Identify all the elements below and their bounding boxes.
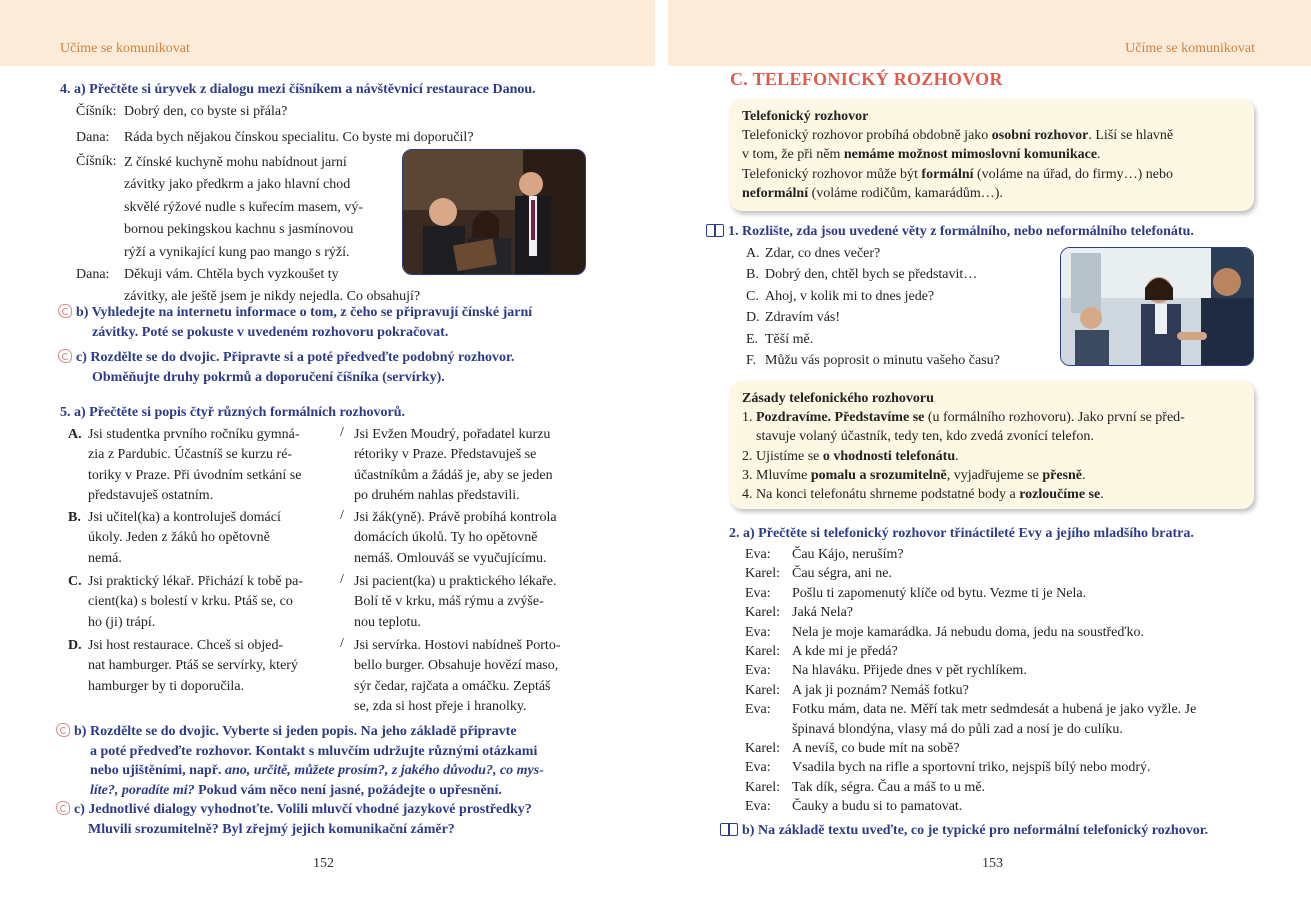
text: . <box>1082 467 1086 483</box>
task-text: Rozlište, zda jsou uvedené věty z formálního, nebo neformálního telefonátu. <box>742 224 1194 239</box>
role-letter: B. <box>68 510 81 525</box>
info-box-telephone <box>730 99 1254 211</box>
utterance: Vsadila bych na rifle a sportovní triko, nejspíš bílý nebo modrý. <box>792 760 1151 776</box>
utterance-line: závitky, ale ještě jsem je nikdy nejedla. Co obsahují? <box>124 289 421 305</box>
role-line: Jsi Evžen Moudrý, pořadatel kurzu <box>354 427 551 442</box>
speaker: Karel: <box>745 741 780 757</box>
speaker: Eva: <box>745 799 771 815</box>
running-title: Učíme se komunikovat <box>1125 41 1255 56</box>
role-left <box>88 636 332 697</box>
page-number: 153 <box>982 856 1003 871</box>
role-line: po druhém nahlas představili. <box>354 487 520 503</box>
task-4c <box>58 348 598 387</box>
role-line: nemáš. Omlouváš se vyučujícímu. <box>354 550 547 566</box>
task-text: Rozdělte se do dvojic. Připravte si a poté předveďte podobný rozhovor. <box>90 350 515 365</box>
dialog-line <box>745 545 1260 564</box>
dialog-siblings <box>745 545 1260 817</box>
speaker: Eva: <box>745 702 771 718</box>
speaker: Eva: <box>745 547 771 562</box>
utterance: Pošlu ti zapomenutý klíče od bytu. Vezme ti je Nela. <box>792 585 1087 601</box>
slash-separator: / <box>340 572 344 587</box>
dialog-line <box>745 642 1260 661</box>
example-phrases: líte?, poradíte mi? <box>90 782 195 798</box>
sentence-item <box>746 286 1046 307</box>
utterance-line: rýží a vynikající kung pao mango s rýží. <box>124 244 350 260</box>
role-right <box>354 572 587 633</box>
restaurant-photo <box>402 149 586 275</box>
rule-4 <box>742 485 1242 504</box>
role-left <box>88 572 332 633</box>
role-line: cient(ka) s bolestí v krku. Ptáš se, co <box>88 594 293 610</box>
speaker: Karel: <box>745 779 780 795</box>
task-5c <box>56 800 601 839</box>
role-descriptions <box>66 425 596 715</box>
role-line: hamburger by ti doporučila. <box>88 678 245 694</box>
bold-term: Pozdravíme. Představíme <box>756 410 910 426</box>
item-letter: F. <box>746 353 757 369</box>
utterance-line: bornou pekingskou kachnu s jasmínovou <box>124 222 354 238</box>
role-line: zia z Pardubic. Účastníš se kurzu ré- <box>88 447 293 463</box>
box-line <box>742 165 1242 184</box>
task-text: Přečtěte si popis čtyř různých formálních rozhovorů. <box>89 405 406 420</box>
bold-term: a <box>855 467 870 483</box>
ear-icon <box>58 349 72 363</box>
dialog-line <box>745 681 1260 700</box>
role-letter: A. <box>68 427 82 442</box>
rule-1-continued: stavuje volaný účastník, tedy ten, kdo zvedá zvonící telefon. <box>756 429 1094 445</box>
role-line: sýr čedar, rajčata a omáčku. Zeptáš <box>354 678 551 694</box>
task-number: b) <box>76 305 89 320</box>
task-text: Mluvili srozumitelně? Byl zřejmý jejich komunikační záměr? <box>88 821 455 837</box>
dialog-line <box>745 739 1260 758</box>
example-phrases: ano, určitě, můžete prosím?, z jakého důvodu?, co mys- <box>224 763 544 779</box>
text: . <box>1097 147 1101 163</box>
left-page <box>0 0 655 915</box>
role-line: bello burger. Obsahuje hovězí maso, <box>354 658 559 674</box>
utterance: Jaká Nela? <box>792 605 854 621</box>
dialog-line <box>745 778 1260 797</box>
speaker: Eva: <box>745 760 771 776</box>
role-line: rétoriky v Praze. Představuješ se <box>354 447 537 463</box>
bold-term: pomalu <box>810 467 856 483</box>
role-line: toriky v Praze. Při úvodním setkání se <box>88 467 302 483</box>
bold-term: neformální <box>742 185 809 201</box>
utterance: A nevíš, co bude mít na sobě? <box>792 741 960 757</box>
utterance <box>124 152 389 264</box>
text: v tom, že při něm <box>742 147 844 163</box>
dialog-line <box>745 584 1260 603</box>
task-text: Jednotlivé dialogy vyhodnoťte. Volili mluvčí vhodné jazykové prostředky? <box>88 802 532 817</box>
sentence-list <box>746 243 1046 371</box>
utterance: Čauky a budu si to pamatovat. <box>792 799 963 815</box>
role-right <box>354 425 587 506</box>
speaker: Karel: <box>745 605 780 621</box>
speaker: Karel: <box>745 644 780 660</box>
item-text: Těší mě. <box>765 331 814 347</box>
utterance-line: špinavá blondýna, vlasy má do půli zad a nosí je do culíku. <box>792 721 1123 737</box>
rule-1 <box>742 408 1242 427</box>
task-text: Přečtěte si telefonický rozhovor třináctileté Evy a jejího mladšího bratra. <box>758 526 1194 541</box>
box-title: Telefonický rozhovor <box>742 109 869 124</box>
dialog-line <box>745 700 1260 739</box>
speaker: Karel: <box>745 566 780 582</box>
role-line: Jsi studentka prvního ročníku gymná- <box>88 427 300 442</box>
role-line: Jsi praktický lékař. Přichází k tobě pa- <box>88 574 303 589</box>
text: , vyjadřujeme se <box>946 467 1043 483</box>
bold-term: osobní rozhovor <box>991 128 1089 144</box>
role-left <box>88 508 332 569</box>
utterance-line: závitky jako předkrm a jako hlavní chod <box>124 177 351 193</box>
text: Telefonický rozhovor může být <box>742 166 922 182</box>
role-line: Jsi pacient(ka) u praktického lékaře. <box>354 574 557 589</box>
role-line: účastníkům a žádáš je, aby se jeden <box>354 467 553 483</box>
task-5a <box>60 403 405 423</box>
task-number: 1. <box>728 224 739 239</box>
slash-separator: / <box>340 636 344 651</box>
utterance <box>792 700 1260 739</box>
utterance: Na hlaváku. Přijede dnes v pět rychlíkem. <box>792 663 1027 679</box>
role-line: představuješ ostatním. <box>88 487 214 503</box>
task-number: c) <box>76 350 87 365</box>
item-letter: E. <box>746 331 759 347</box>
book-icon <box>706 224 724 237</box>
dialog-line <box>76 102 596 128</box>
task-text: a poté předveďte rozhovor. Kontakt s mluvčím udržujte různými otázkami <box>90 743 538 759</box>
sentence-item <box>746 350 1046 371</box>
book-icon <box>720 823 738 836</box>
utterance: Čau Kájo, neruším? <box>792 547 904 562</box>
rule-2 <box>742 447 1242 466</box>
business-photo <box>1060 247 1254 366</box>
speaker: Eva: <box>745 585 771 601</box>
bold-term: nemáme možnost mimoslovní komunikace <box>843 147 1098 163</box>
utterance: Čau ségra, ani ne. <box>792 566 892 582</box>
item-letter: A. <box>746 246 760 261</box>
speaker: Eva: <box>745 663 771 679</box>
role-right <box>354 508 587 569</box>
slash-separator: / <box>340 425 344 440</box>
task-text: Vyhledejte na internetu informace o tom, z čeho se připravují čínské jarní <box>91 305 533 320</box>
task-text: závitky. Poté se pokuste v uvedeném rozhovoru pokračovat. <box>92 324 449 340</box>
dialog-line <box>745 623 1260 642</box>
bold-term: přesně <box>1042 467 1083 483</box>
utterance: Ráda bych nějakou čínskou specialitu. Co byste mi doporučil? <box>124 130 474 145</box>
text: . <box>955 448 959 464</box>
task-number: 4. a) <box>60 82 86 97</box>
ear-icon <box>56 723 70 737</box>
text: 1. <box>742 410 756 426</box>
text: (u formálního rozhovoru). Jako první se před- <box>924 410 1185 426</box>
sentence-item <box>746 329 1046 350</box>
box-line <box>742 184 1242 203</box>
item-text: Dobrý den, chtěl bych se představit… <box>765 267 978 283</box>
speaker: Číšník: <box>76 154 117 169</box>
role-line: Bolí tě v krku, máš rýmu a zvýše- <box>354 594 544 610</box>
role-letter: C. <box>68 574 82 589</box>
role-right <box>354 636 587 717</box>
task-1 <box>706 222 1306 242</box>
item-text: Můžu vás poprosit o minutu vašeho času? <box>765 353 1000 369</box>
role-line: Jsi servírka. Hostovi nabídneš Porto- <box>354 638 561 653</box>
task-4b <box>58 303 598 342</box>
utterance: Dobrý den, co byste si přála? <box>124 104 288 119</box>
role-line: úkoly. Jeden z žáků ho opětovně <box>88 530 270 546</box>
section-title: C. TELEFONICKÝ ROZHOVOR <box>730 69 1003 89</box>
task-number: b) <box>742 823 755 838</box>
running-title: Učíme se komunikovat <box>60 41 190 56</box>
sentence-item <box>746 243 1046 264</box>
bold-term: srozumitelně <box>869 467 947 483</box>
sentence-item <box>746 264 1046 285</box>
item-text: Zdar, co dnes večer? <box>765 246 881 261</box>
dialog-line <box>76 128 596 150</box>
task-2b <box>720 821 1310 841</box>
role-letter: D. <box>68 638 82 653</box>
rule-3 <box>742 466 1242 485</box>
page-number: 152 <box>313 856 334 871</box>
item-letter: D. <box>746 310 760 326</box>
text: Telefonický rozhovor probíhá obdobně jako <box>742 128 992 144</box>
role-left <box>88 425 332 506</box>
task-2a <box>729 524 1194 544</box>
task-text: Na základě textu uveďte, co je typické pro neformální telefonický rozhovor. <box>757 823 1209 838</box>
utterance-line: Z čínské kuchyně mohu nabídnout jarní <box>124 155 347 170</box>
dialog-line <box>745 603 1260 622</box>
item-letter: C. <box>746 288 759 304</box>
role-line: se, zda si host přeje i hranolky. <box>354 698 527 714</box>
utterance-line: Fotku mám, data ne. Měří tak metr sedmdesát a hubená je jako vyžle. Je <box>792 702 1197 718</box>
task-5b <box>56 722 601 800</box>
role-line: Jsi host restaurace. Chceš si objed- <box>88 638 284 653</box>
role-line: ho (ji) trápí. <box>88 614 156 630</box>
box-line <box>742 145 1242 164</box>
text: (voláme na úřad, do firmy…) nebo <box>973 166 1173 182</box>
text: 2. Ujistíme se <box>742 448 823 464</box>
dialog-line <box>745 661 1260 680</box>
text: . <box>1100 487 1104 503</box>
bold-term: se <box>909 410 925 426</box>
box-title: Zásady telefonického rozhovoru <box>742 391 934 406</box>
speaker: Karel: <box>745 682 780 698</box>
box-line <box>742 126 1242 145</box>
utterance-line: Děkuji vám. Chtěla bych vyzkoušet ty <box>124 267 339 283</box>
dialog-line <box>745 758 1260 777</box>
role-line: nemá. <box>88 550 122 566</box>
task-text: Pokud vám něco není jasné, požádejte o upřesnění. <box>198 782 502 798</box>
right-page <box>668 0 1311 915</box>
task-number: b) <box>74 724 87 739</box>
dialog-line <box>745 564 1260 583</box>
speaker: Eva: <box>745 624 771 640</box>
item-letter: B. <box>746 267 759 283</box>
text: 3. Mluvíme <box>742 467 811 483</box>
utterance: Tak dík, ségra. Čau a máš to u mě. <box>792 779 986 795</box>
task-text: nebo ujištěními, např. <box>90 763 222 779</box>
slash-separator: / <box>340 508 344 523</box>
info-box-rules <box>730 381 1254 509</box>
utterance: A kde mi je předá? <box>792 644 898 660</box>
task-number: c) <box>74 802 85 817</box>
text: . Liší se hlavně <box>1088 128 1174 144</box>
utterance: A jak ji poznám? Nemáš fotku? <box>792 682 969 698</box>
task-text: Rozdělte se do dvojic. Vyberte si jeden popis. Na jeho základě připravte <box>89 724 517 739</box>
text: (voláme rodičům, kamarádům…). <box>808 185 1003 201</box>
speaker: Číšník: <box>76 104 117 119</box>
ear-icon <box>56 801 70 815</box>
speaker: Dana: <box>76 267 110 283</box>
sentence-item <box>746 307 1046 328</box>
utterance-line: skvělé rýžové nudle s kuřecím masem, vý- <box>124 199 364 215</box>
bold-term: formální <box>921 166 974 182</box>
ear-icon <box>58 304 72 318</box>
role-line: Jsi učitel(ka) a kontroluješ domácí <box>88 510 281 525</box>
task-4a <box>60 80 536 100</box>
page-gutter <box>655 0 668 915</box>
task-number: 2. a) <box>729 526 755 541</box>
item-text: Zdravím vás! <box>765 310 841 326</box>
role-line: Jsi žák(yně). Právě probíhá kontrola <box>354 510 557 525</box>
task-number: 5. a) <box>60 405 86 420</box>
role-line: nou teplotu. <box>354 614 421 630</box>
bold-term: o vhodnosti telefonátu <box>822 448 956 464</box>
utterance: Nela je moje kamarádka. Já nebudu doma, jedu na soustřeďko. <box>792 624 1144 640</box>
item-text: Ahoj, v kolik mi to dnes jede? <box>765 288 935 304</box>
dialog-line <box>745 797 1260 816</box>
task-text: Obměňujte druhy pokrmů a doporučení číšníka (servírky). <box>92 369 445 385</box>
speaker: Dana: <box>76 130 110 145</box>
text: 4. Na konci telefonátu shrneme podstatné body a <box>742 487 1020 503</box>
role-line: domácích úkolů. Ty ho opětovně <box>354 530 538 546</box>
bold-term: rozloučíme se <box>1019 487 1101 503</box>
task-text: Přečtěte si úryvek z dialogu mezi číšníkem a návštěvnicí restaurace Danou. <box>89 82 536 97</box>
role-line: nat hamburger. Ptáš se servírky, který <box>88 658 298 674</box>
